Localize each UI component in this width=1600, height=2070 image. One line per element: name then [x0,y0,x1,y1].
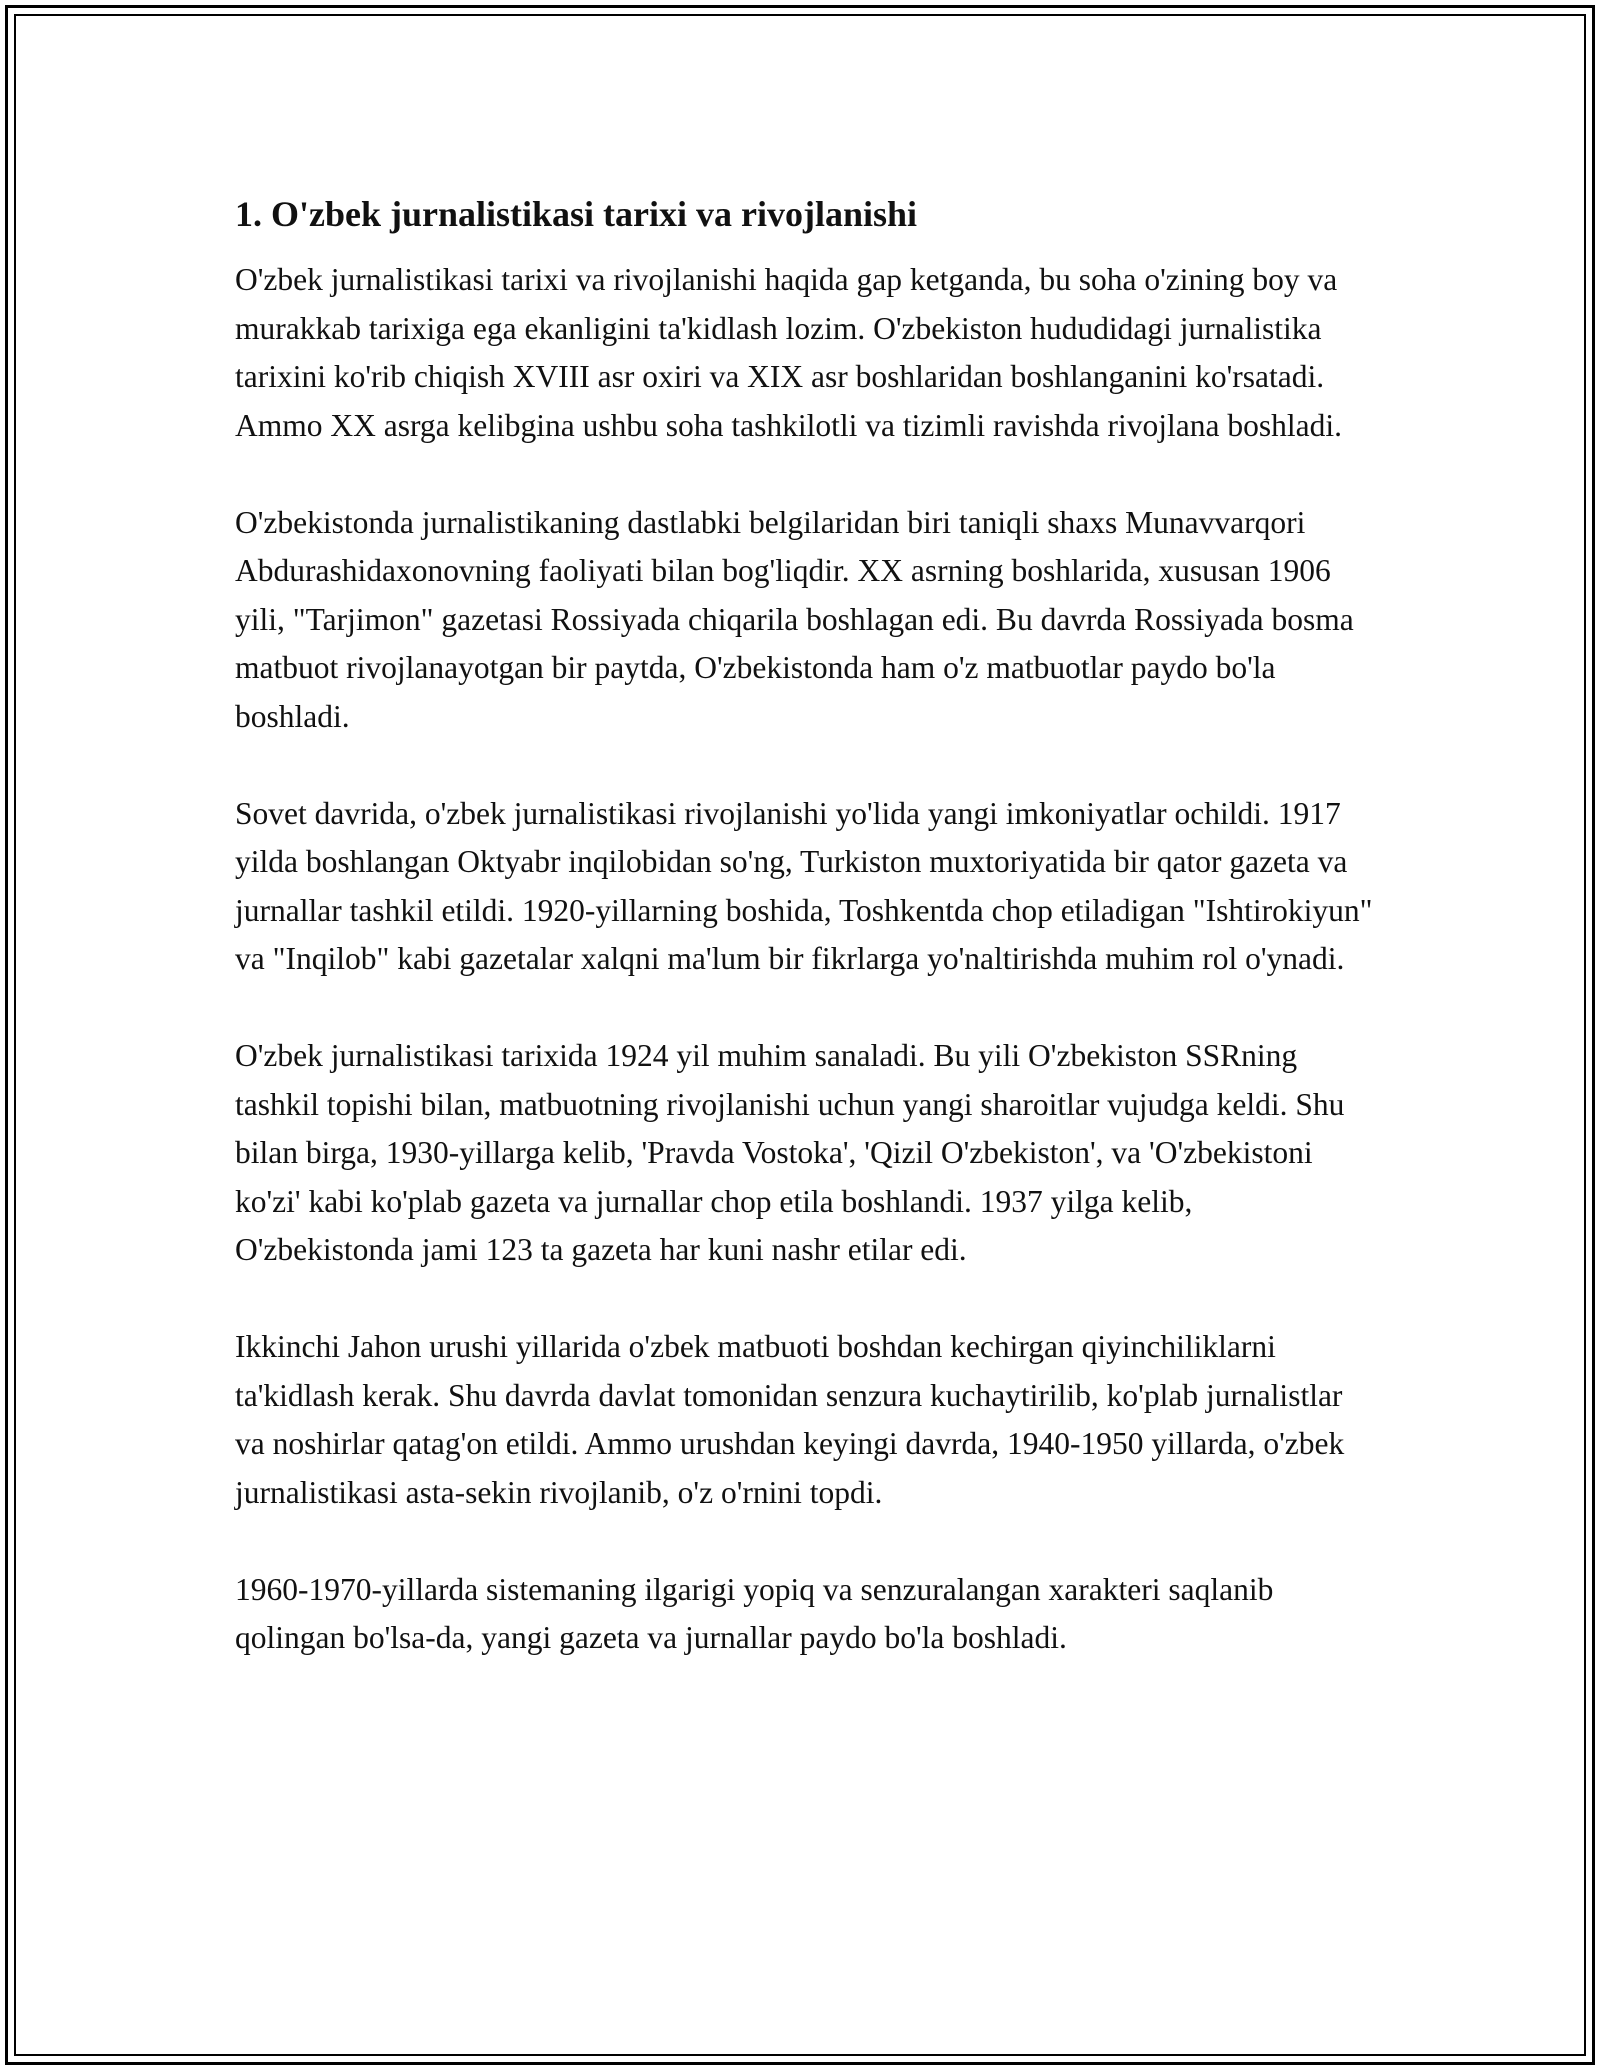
paragraph-6: 1960-1970-yillarda sistemaning ilgarigi yopiq va senzuralangan xarakteri saqlanib qolingan bo'lsa-da, yangi gazeta va jurnallar paydo bo'la boshladi. [235,1571,1274,1655]
paragraph-1: O'zbek jurnalistikasi tarixi va rivojlanishi haqida gap ketganda, bu soha o'zining boy va murakkab tarixiga ega ekanligini ta'kidlash lozim. O'zbekiston hududidagi jurnalistika tarixini ko'rib chiqish XVIII asr oxiri va XIX asr boshlaridan boshlanganini ko'rsatadi. Ammo XX asrga kelibgina ushbu soha tashkilotli va tizimli ravishda rivojlana boshladi. [235,262,1342,443]
paragraph-2: O'zbekistonda jurnalistikaning dastlabki belgilaridan biri taniqli shaxs Munavvarqori Abdurashidaxonovning faoliyati bilan bog'liqdir. XX asrning boshlarida, xususan 1906 yili, "Tarjimon" gazetasi Rossiyada chiqarila boshlagan edi. Bu davrda Rossiyada bosma matbuot rivojlanayotgan bir paytda, O'zbekistonda ham o'z matbuotlar paydo bo'la boshladi. [235,504,1354,734]
paragraph-3: Sovet davrida, o'zbek jurnalistikasi rivojlanishi yo'lida yangi imkoniyatlar ochildi. 1917 yilda boshlangan Oktyabr inqilobidan so'ng, Turkiston muxtoriyatida bir qator gazeta va jurnallar tashkil etildi. 1920-yillarning boshida, Toshkentda chop etiladigan "Ishtirokiyun" va "Inqilob" kabi gazetalar xalqni ma'lum bir fikrlarga yo'naltirishda muhim rol o'ynadi. [235,795,1373,976]
paragraph-5: Ikkinchi Jahon urushi yillarida o'zbek matbuoti boshdan kechirgan qiyinchiliklarni ta'kidlash kerak. Shu davrda davlat tomonidan senzura kuchaytirilib, ko'plab jurnalistlar va noshirlar qatag'on etildi. Ammo urushdan keyingi davrda, 1940-1950 yillarda, o'zbek jurnalistikasi asta-sekin rivojlanib, o'z o'rnini topdi. [235,1329,1345,1510]
document-body [235,186,1375,1663]
paragraph-4: O'zbek jurnalistikasi tarixida 1924 yil muhim sanaladi. Bu yili O'zbekiston SSRning tashkil topishi bilan, matbuotning rivojlanishi uchun yangi sharoitlar vujudga keldi. Shu bilan birga, 1930-yillarga kelib, 'Pravda Vostoka', 'Qizil O'zbekiston', va 'O'zbekistoni ko'zi' kabi ko'plab gazeta va jurnallar chop etila boshlandi. 1937 yilga kelib, O'zbekistonda jami 123 ta gazeta har kuni nashr etilar edi. [235,1038,1345,1267]
section-title: 1. O'zbek jurnalistikasi tarixi va rivojlanishi [235,194,918,234]
